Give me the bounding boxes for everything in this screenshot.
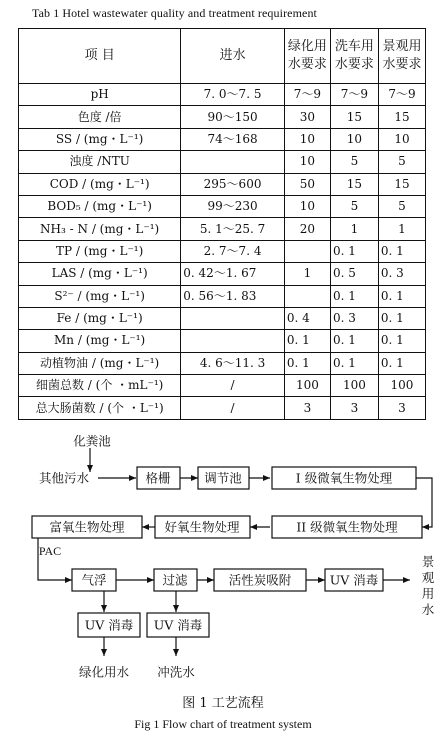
row-influent: 90～150 <box>181 106 285 128</box>
row-greening: 10 <box>284 195 330 217</box>
row-carwash: 10 <box>330 128 378 150</box>
table-row <box>19 375 426 397</box>
row-greening: 50 <box>284 173 330 195</box>
row-landscape: 1 <box>378 218 425 240</box>
landscape-water-char: 用 <box>421 586 435 601</box>
label-stage1: I 级微氧生物处理 <box>295 470 393 486</box>
row-item: pH <box>19 84 181 106</box>
row-influent: 0. 56～1. 83 <box>181 285 285 307</box>
row-influent: 4. 6～11. 3 <box>181 352 285 374</box>
row-item: NH₃ - N / (mg・L⁻¹) <box>19 218 181 240</box>
row-carwash: 0. 1 <box>330 240 378 262</box>
row-landscape: 0. 1 <box>378 330 425 352</box>
table-row <box>19 330 426 352</box>
row-carwash: 3 <box>330 397 378 419</box>
label-pac: PAC <box>38 544 62 558</box>
label-other-sewage: 其他污水 <box>38 470 90 486</box>
row-landscape: 15 <box>378 173 425 195</box>
row-influent: 295～600 <box>181 173 285 195</box>
label-green-water: 绿化用水 <box>78 664 130 680</box>
table-row <box>19 218 426 240</box>
row-greening <box>284 285 330 307</box>
row-greening: 10 <box>284 151 330 173</box>
row-carwash: 0. 1 <box>330 285 378 307</box>
header-item: 项 目 <box>19 29 181 84</box>
table-header-row <box>19 29 426 84</box>
row-greening: 0. 1 <box>284 352 330 374</box>
row-carwash: 15 <box>330 173 378 195</box>
row-item: Fe / (mg・L⁻¹) <box>19 307 181 329</box>
row-landscape: 0. 1 <box>378 285 425 307</box>
row-carwash: 0. 3 <box>330 307 378 329</box>
row-influent: 74～168 <box>181 128 285 150</box>
row-carwash: 1 <box>330 218 378 240</box>
table-row <box>19 240 426 262</box>
table-row <box>19 128 426 150</box>
row-influent: / <box>181 375 285 397</box>
label-aerobic: 好氧生物处理 <box>164 519 240 535</box>
row-greening: 1 <box>284 263 330 285</box>
row-carwash: 0. 1 <box>330 330 378 352</box>
row-landscape: 100 <box>378 375 425 397</box>
landscape-water-char: 观 <box>421 570 435 585</box>
row-influent <box>181 330 285 352</box>
row-carwash: 7～9 <box>330 84 378 106</box>
row-landscape: 0. 1 <box>378 352 425 374</box>
label-uv-2: UV 消毒 <box>153 617 203 633</box>
table-row <box>19 173 426 195</box>
row-landscape: 0. 1 <box>378 307 425 329</box>
table-row <box>19 285 426 307</box>
table-row <box>19 263 426 285</box>
row-item: COD / (mg・L⁻¹) <box>19 173 181 195</box>
row-carwash: 100 <box>330 375 378 397</box>
row-item: LAS / (mg・L⁻¹) <box>19 263 181 285</box>
row-item: 浊度 /NTU <box>19 151 181 173</box>
row-greening: 3 <box>284 397 330 419</box>
row-influent <box>181 307 285 329</box>
row-item: 色度 /倍 <box>19 106 181 128</box>
row-landscape: 10 <box>378 128 425 150</box>
row-landscape: 5 <box>378 195 425 217</box>
label-flotation: 气浮 <box>81 572 107 588</box>
row-item: 总大肠菌数 / (个 ・L⁻¹) <box>19 397 181 419</box>
row-carwash: 5 <box>330 195 378 217</box>
row-influent: 2. 7～7. 4 <box>181 240 285 262</box>
water-quality-table <box>18 28 426 420</box>
flow-chart <box>0 432 446 690</box>
label-filtration: 过滤 <box>162 572 188 588</box>
row-item: S²⁻ / (mg・L⁻¹) <box>19 285 181 307</box>
row-greening: 0. 1 <box>284 330 330 352</box>
label-stage2: II 级微氧生物处理 <box>296 519 398 535</box>
row-greening: 10 <box>284 128 330 150</box>
table-caption: Tab 1 Hotel wastewater quality and treatment requirement <box>32 6 317 20</box>
row-influent: 0. 42～1. 67 <box>181 263 285 285</box>
row-item: BOD₅ / (mg・L⁻¹) <box>19 195 181 217</box>
row-influent: 5. 1～25. 7 <box>181 218 285 240</box>
table-row <box>19 151 426 173</box>
row-greening: 7～9 <box>284 84 330 106</box>
row-greening: 30 <box>284 106 330 128</box>
row-influent: 99～230 <box>181 195 285 217</box>
label-septic-tank: 化粪池 <box>73 433 111 449</box>
label-activated-carbon: 活性炭吸附 <box>228 572 292 588</box>
row-item: 动植物油 / (mg・L⁻¹) <box>19 352 181 374</box>
row-landscape: 0. 3 <box>378 263 425 285</box>
row-greening: 20 <box>284 218 330 240</box>
table-row <box>19 106 426 128</box>
landscape-water-char: 景 <box>421 554 435 569</box>
row-greening <box>284 240 330 262</box>
row-influent: 7. 0～7. 5 <box>181 84 285 106</box>
figure-caption-cn: 图 1 工艺流程 <box>182 696 264 711</box>
row-carwash: 5 <box>330 151 378 173</box>
row-item: TP / (mg・L⁻¹) <box>19 240 181 262</box>
row-influent: / <box>181 397 285 419</box>
label-uv-1: UV 消毒 <box>84 617 134 633</box>
label-flush-water: 冲洗水 <box>157 664 195 680</box>
row-landscape: 15 <box>378 106 425 128</box>
row-greening: 0. 4 <box>284 307 330 329</box>
table-row <box>19 195 426 217</box>
label-oxygen-rich: 富氧生物处理 <box>49 519 125 535</box>
figure-caption-en: Fig 1 Flow chart of treatment system <box>134 717 312 731</box>
label-equalization: 调节池 <box>204 470 242 486</box>
header-carwash: 洗车用水要求 <box>330 29 378 84</box>
arrow-stage1-stage2 <box>416 478 432 527</box>
row-item: 细菌总数 / (个 ・mL⁻¹) <box>19 375 181 397</box>
row-landscape: 0. 1 <box>378 240 425 262</box>
header-greening: 绿化用水要求 <box>284 29 330 84</box>
table-row <box>19 352 426 374</box>
table-row <box>19 307 426 329</box>
landscape-water-char: 水 <box>421 602 435 617</box>
row-carwash: 0. 5 <box>330 263 378 285</box>
row-landscape: 7～9 <box>378 84 425 106</box>
row-item: SS / (mg・L⁻¹) <box>19 128 181 150</box>
header-landscape: 景观用水要求 <box>378 29 425 84</box>
table-row <box>19 397 426 419</box>
row-influent <box>181 151 285 173</box>
row-item: Mn / (mg・L⁻¹) <box>19 330 181 352</box>
row-carwash: 15 <box>330 106 378 128</box>
table-row <box>19 84 426 106</box>
row-greening: 100 <box>284 375 330 397</box>
label-uv-main: UV 消毒 <box>329 572 379 588</box>
row-landscape: 3 <box>378 397 425 419</box>
row-carwash: 0. 1 <box>330 352 378 374</box>
header-influent: 进水 <box>181 29 285 84</box>
label-screen: 格栅 <box>145 470 171 486</box>
label-landscape-water <box>422 554 435 617</box>
row-landscape: 5 <box>378 151 425 173</box>
